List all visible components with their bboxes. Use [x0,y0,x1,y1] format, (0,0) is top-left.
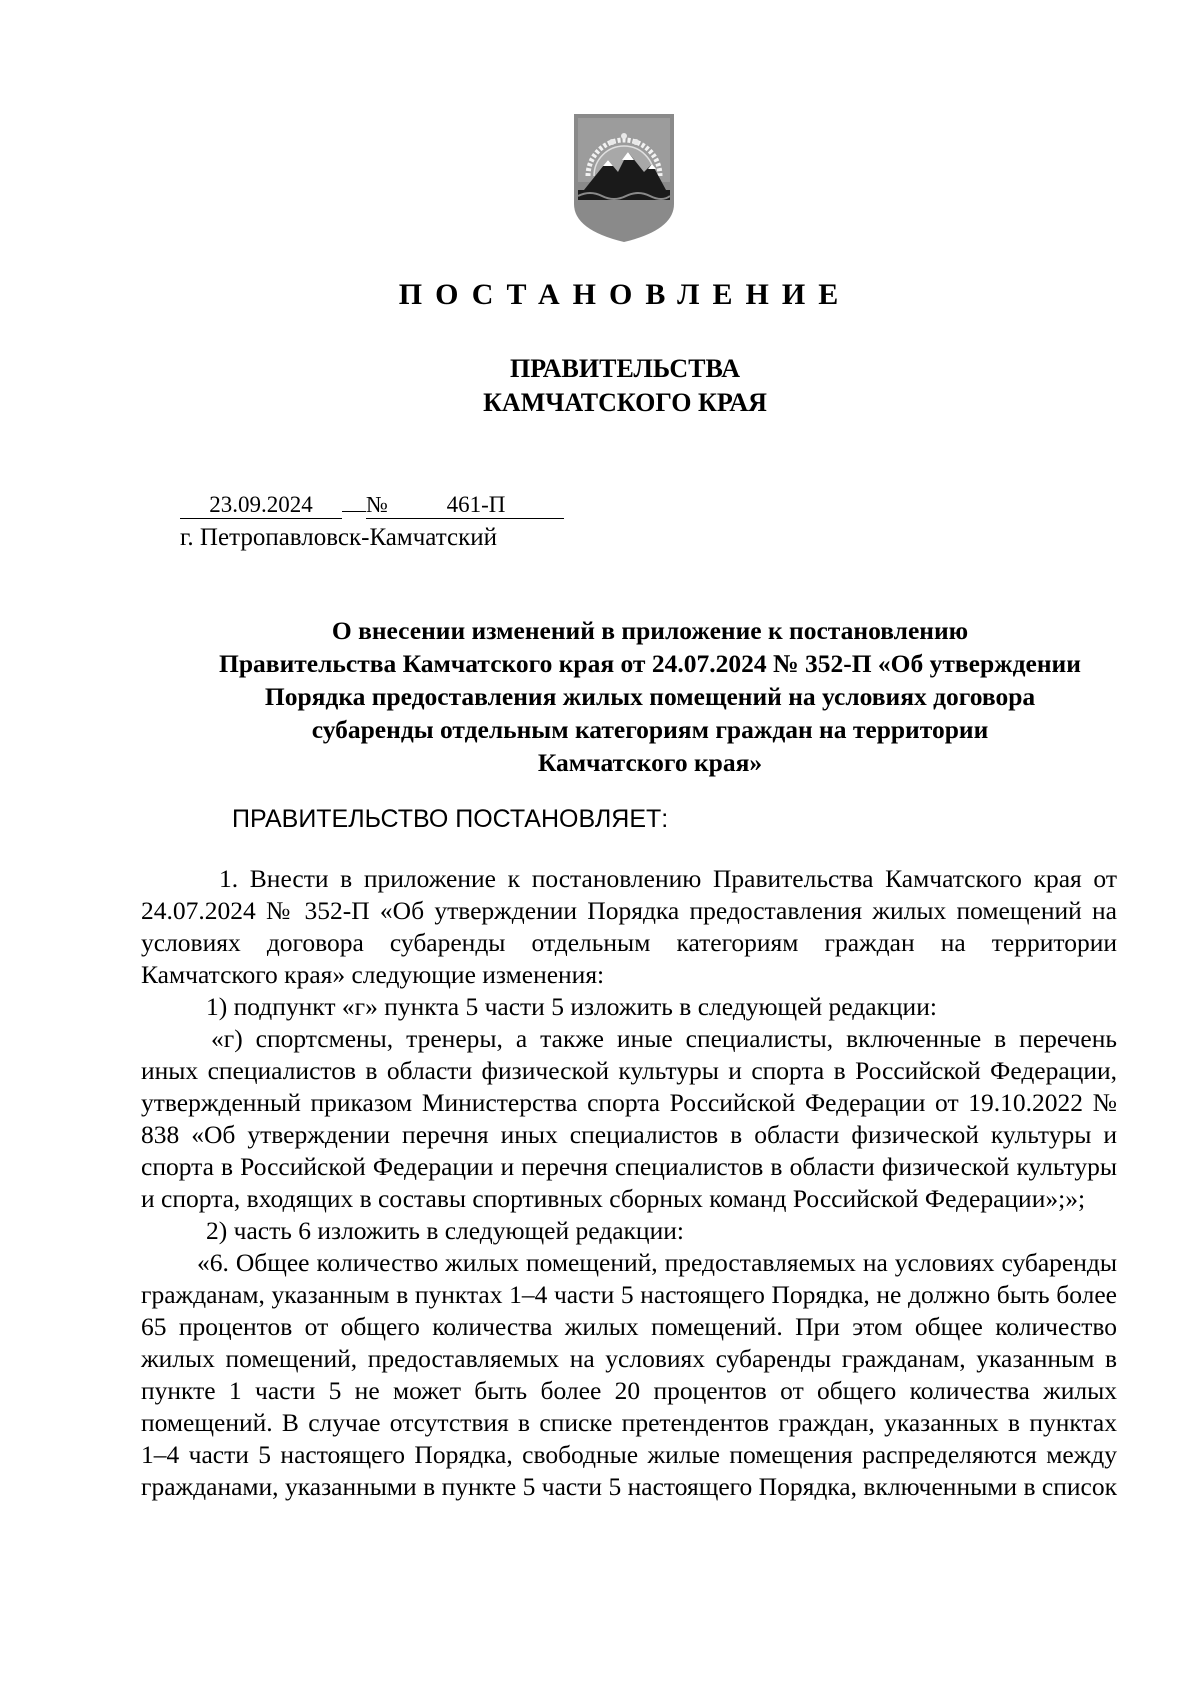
heading-line: субаренды отдельным категориям граждан на территории [311,715,989,744]
document-type-title: ПОСТАНОВЛЕНИЕ [398,278,852,311]
resolves-clause: ПРАВИТЕЛЬСТВО ПОСТАНОВЛЯЕТ: [232,805,669,833]
body-paragraph: 2) часть 6 изложить в следующей редакции: [206,1216,684,1245]
document-date: 23.09.2024 [180,492,342,519]
body-paragraph: 1. Внести в приложение к постановлению Правительства Камчатского края от 24.07.2024 № 352-П «Об утверждении Порядка предоставления жилых помещений на условиях договора субаренды отдельным категориям граждан на территории Камчатского края» следующие изменения: [141,864,1117,989]
body-paragraph: 1) подпункт «г» пункта 5 части 5 изложить в следующей редакции: [206,992,937,1021]
authority-line-2: КАМЧАТСКОГО КРАЯ [483,388,767,417]
heading-line: Камчатского края» [537,748,763,777]
heading-line: Правительства Камчатского края от 24.07.2024 № 352-П «Об утверждении [219,649,1081,678]
heading-line: Порядка предоставления жилых помещений на условиях договора [264,682,1036,711]
number-sign [342,511,366,512]
document-number: 461-П [388,492,564,519]
body-paragraph: «6. Общее количество жилых помещений, предоставляемых на условиях субаренды гражданам, указанным в пунктах 1–4 части 5 настоящего Порядка, не должно быть более 65 процентов от общего количества жилых помещений. При этом общее количество жилых помещений, предоставляемых на условиях субаренды гражданам, указанным в пункте 1 части 5 не может быть более 20 процентов от общего количества жилых помещений. В случае отсутствия в списке претендентов граждан, указанных в пунктах 1–4 части 5 настоящего Порядка, свободные жилые помещения распределяются между гражданами, указанными в пункте 5 части 5 настоящего Порядка, включенными в список [141,1248,1117,1501]
kamchatka-coat-of-arms-icon [570,112,678,244]
document-body [141,863,1117,1503]
document-city: г. Петропавловск-Камчатский [180,524,497,551]
date-number-line [180,492,564,522]
number-symbol: № [366,492,388,517]
issuing-authority [0,352,1200,420]
heading-line: О внесении изменений в приложение к постановлению [331,616,969,645]
document-heading [0,614,1200,779]
body-paragraph: «г) спортсмены, тренеры, а также иные специалисты, включенные в перечень иных специалистов в области физической культуры и спорта в Российской Федерации, утвержденный приказом Министерства спорта Российской Федерации от 19.10.2022 № 838 «Об утверждении перечня иных специалистов в области физической культуры и спорта в Российской Федерации и перечня специалистов в области физической культуры и спорта, входящих в составы спортивных сборных команд Российской Федерации»;»; [141,1024,1117,1213]
authority-line-1: ПРАВИТЕЛЬСТВА [510,354,740,383]
